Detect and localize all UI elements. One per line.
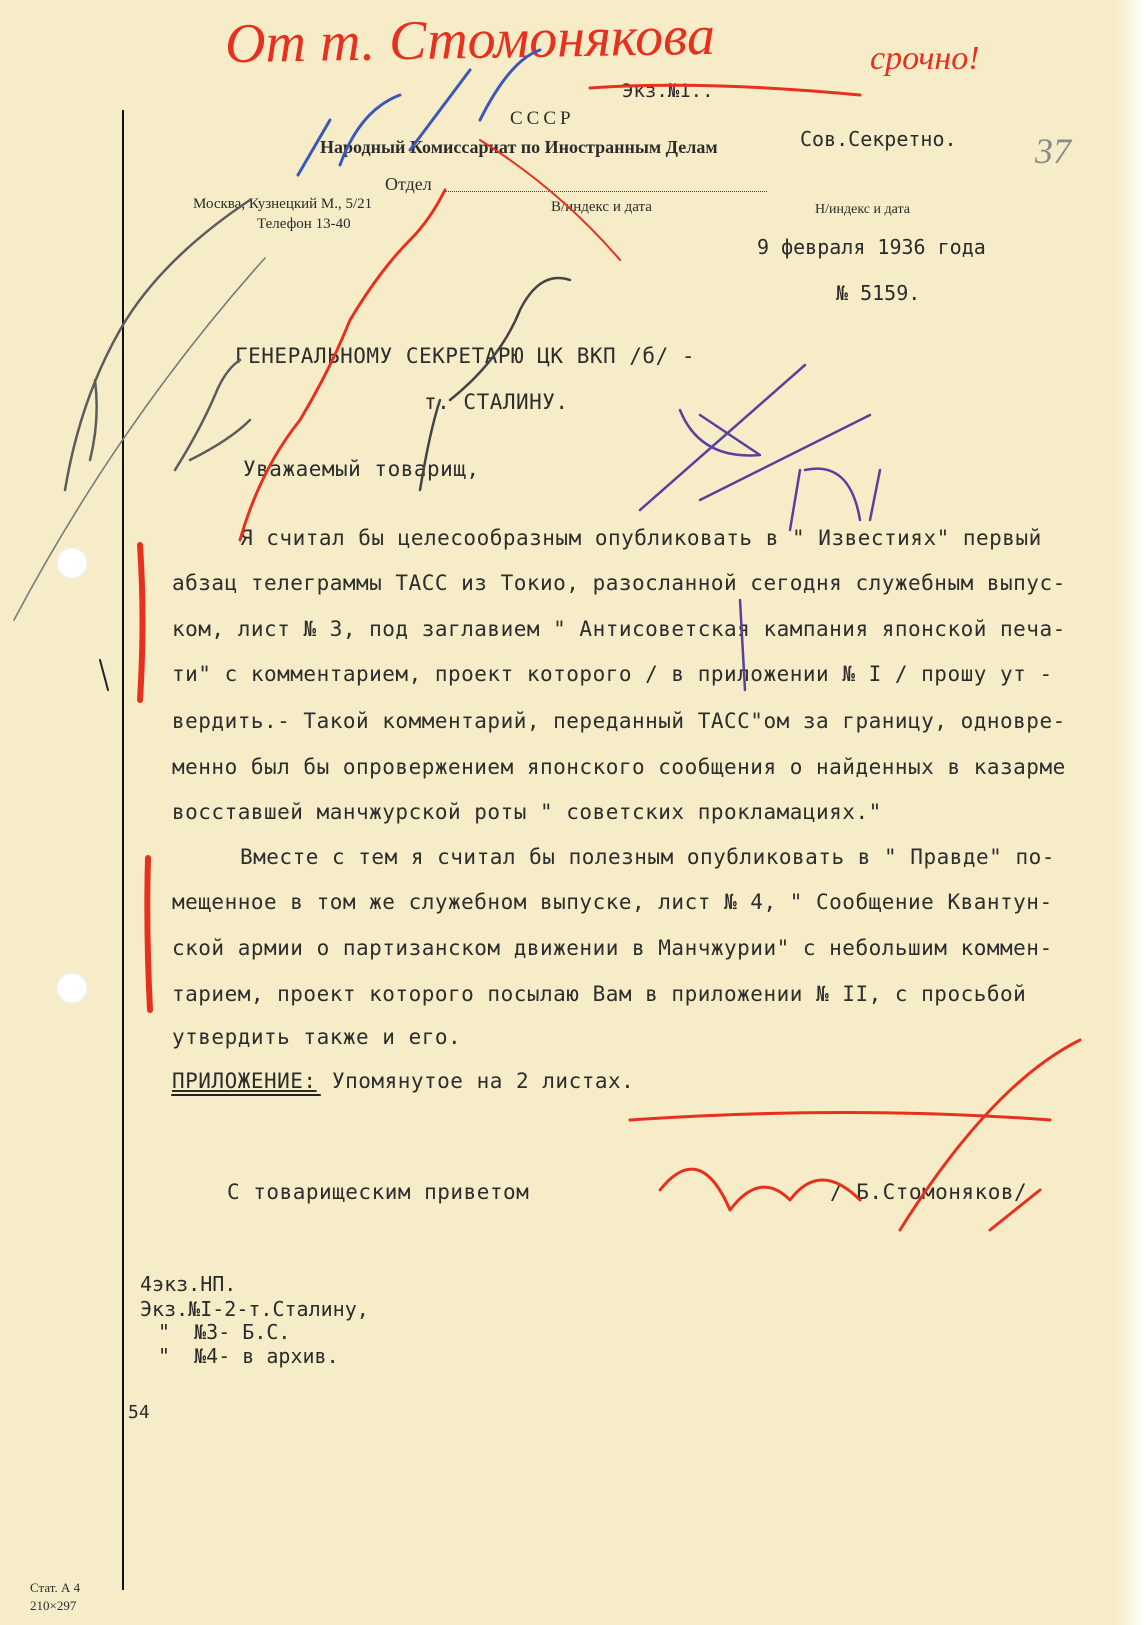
- paper-size: 210×297: [30, 1598, 77, 1613]
- body-line: ком, лист № 3, под заглавием " Антисоветская кампания японской печа-: [172, 617, 1066, 641]
- incoming-index-label: В/индекс и дата: [551, 199, 652, 215]
- state-name: СССР: [510, 108, 575, 129]
- body-line: ской армии о партизанском движении в Манчжурии" с небольшим коммен-: [172, 936, 1053, 960]
- body-line: мещенное в том же служебном выпуске, лист № 4, " Сообщение Квантун-: [172, 890, 1053, 914]
- archive-number: 54: [128, 1402, 150, 1423]
- salutation: Уважаемый товарищ,: [243, 457, 480, 481]
- purple-initials: [740, 469, 880, 690]
- body-line: менно был бы опровержением японского сообщения о найденных в казарме: [172, 755, 1066, 779]
- registration-number: № 5159.: [836, 281, 921, 305]
- distribution-line: 4экз.НП.: [140, 1272, 237, 1296]
- distribution-line: Экз.№I-2-т.Сталину,: [140, 1297, 369, 1321]
- body-line: Вместе с тем я считал бы полезным опубликовать в " Правде" по-: [240, 845, 1055, 869]
- attachment-label: ПРИЛОЖЕНИЕ:: [172, 1069, 317, 1093]
- closing-phrase: С товарищеским приветом: [227, 1180, 530, 1204]
- red-header-note-end: срочно!: [870, 40, 980, 77]
- red-header-note: От т. Стомонякова: [224, 4, 716, 76]
- distribution-line: " №4- в архив.: [158, 1344, 339, 1368]
- body-line: абзац телеграммы ТАСС из Токио, разосланной сегодня служебным выпус-: [172, 571, 1066, 595]
- copy-number: Экз.№1..: [622, 80, 714, 102]
- body-line: восставшей манчжурской роты " советских прокламациях.": [172, 800, 882, 824]
- department-label: Отдел: [385, 174, 432, 194]
- form-code: Стат. А 4: [30, 1580, 81, 1595]
- document-date: 9 февраля 1936 года: [757, 235, 986, 259]
- black-margin-tick: [100, 660, 108, 690]
- red-margin-bar: [147, 858, 150, 1010]
- red-diagonal-line: [480, 140, 620, 260]
- pencil-margin-note: [65, 200, 250, 490]
- pencil-signature: [420, 278, 570, 490]
- distribution-line: " №3- Б.С.: [158, 1320, 291, 1344]
- recipient-title: ГЕНЕРАЛЬНОМУ СЕКРЕТАРЮ ЦК ВКП /б/ -: [235, 344, 696, 368]
- body-line: вердить.- Такой комментарий, переданный ТАСС"ом за границу, одновре-: [172, 709, 1066, 733]
- handwritten-page-number: 37: [1035, 131, 1071, 171]
- address-line: Москва, Кузнецкий М., 5/21: [193, 196, 373, 212]
- body-line: тарием, проект которого посылаю Вам в приложении № II, с просьбой: [172, 982, 1027, 1006]
- red-underline: [590, 85, 860, 95]
- ministry-name: Народный Комиссариат по Иностранным Делам: [320, 137, 718, 157]
- red-signature-diagonal: [240, 190, 445, 540]
- body-line: Я считал бы целесообразным опубликовать в " Известиях" первый: [240, 526, 1042, 550]
- purple-check-mark: [640, 365, 870, 510]
- signatory-name: / Б.Стомоняков/: [830, 1180, 1028, 1204]
- classification-stamp: Сов.Секретно.: [800, 127, 957, 151]
- outgoing-index-label: Н/индекс и дата: [815, 202, 910, 217]
- recipient-name: т. СТАЛИНУ.: [424, 390, 569, 414]
- body-line: ти" с комментарием, проект которого / в приложении № I / прошу ут -: [172, 662, 1053, 686]
- body-line: утвердить также и его.: [172, 1025, 462, 1049]
- attachment-text: Упомянутое на 2 листах.: [332, 1069, 635, 1093]
- red-signature: [630, 1040, 1080, 1230]
- phone-line: Телефон 13-40: [257, 216, 351, 232]
- red-margin-bar: [140, 545, 143, 700]
- pencil-signature-stalin: [175, 360, 250, 470]
